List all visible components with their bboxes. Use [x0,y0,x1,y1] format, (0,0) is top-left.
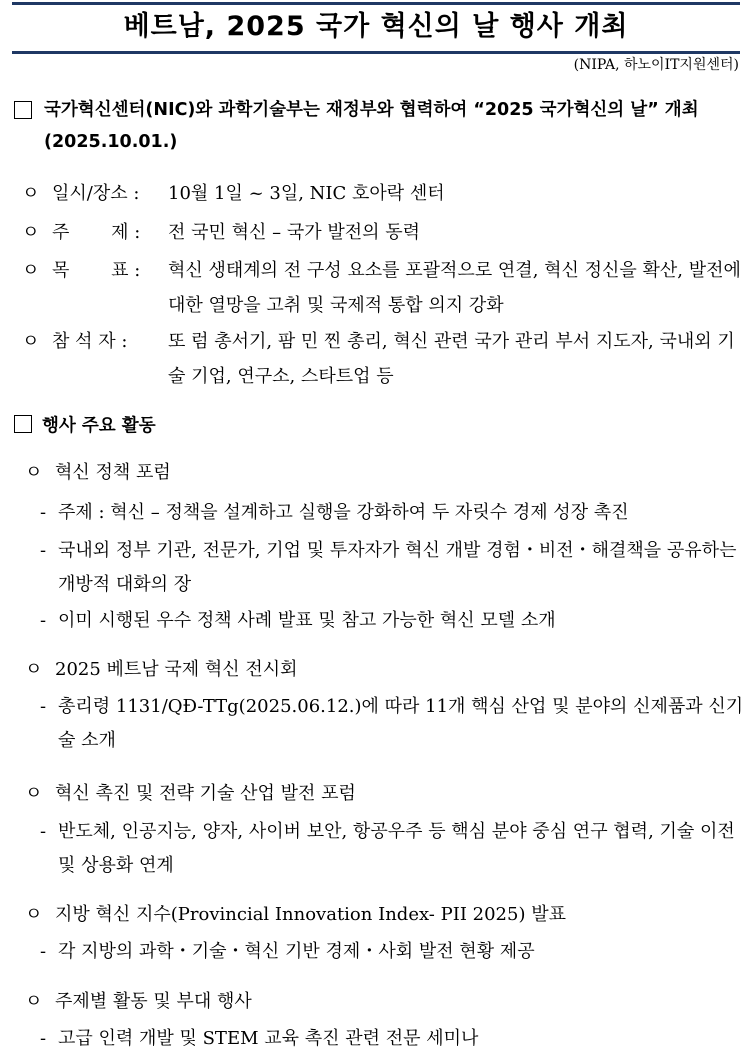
list-item: - 반도체, 인공지능, 양자, 사이버 보안, 항공우주 등 핵심 분야 중심 연구 협력, 기술 이전 및 상용화 연계 [40,815,748,883]
list-item: - 주제 : 혁신 – 정책을 설계하고 실행을 강화하여 두 자릿수 경제 성장 촉진 [40,496,748,530]
circle-bullet-icon: ㅇ [25,462,43,483]
page-title: 베트남, 2025 국가 혁신의 날 행사 개최 [123,11,629,42]
checkbox-square-icon [14,101,32,119]
dash-bullet-icon: - [40,1028,47,1049]
dash-bullet-icon: - [40,540,47,561]
info-label: 목 표 : [52,260,141,281]
list-item: - 각 지방의 과학・기술・혁신 기반 경제・사회 발전 현황 제공 [40,935,748,969]
source-note: (NIPA, 하노이IT지원센터) [573,57,739,73]
section-overview-heading [14,94,739,158]
info-value: 또 럼 총서기, 팜 민 찐 총리, 혁신 관련 국가 관리 부서 지도자, 국내외 기술 기업, 연구소, 스타트업 등 [168,331,735,387]
circle-bullet-icon: ㅇ [25,991,43,1012]
dash-bullet-icon: - [40,941,47,962]
info-label: 참 석 자 : [52,331,128,352]
activity-title: 2025 베트남 국제 혁신 전시회 [55,659,298,680]
info-value: 혁신 생태계의 전 구성 요소를 포괄적으로 연결, 혁신 정신을 확산, 발전에 대한 열망을 고취 및 국제적 통합 의지 강화 [168,260,741,316]
circle-bullet-icon: ㅇ [22,260,40,281]
list-item: - 총리령 1131/QĐ-TTg(2025.06.12.)에 따라 11개 핵심 산업 및 분야의 신제품과 신기술 소개 [40,690,748,758]
activity-forum-policy [25,458,171,488]
dash-bullet-icon: - [40,821,47,842]
activity-pii [25,900,566,930]
info-label: 일시/장소 : [52,183,140,204]
circle-bullet-icon: ㅇ [22,331,40,352]
title-block [12,2,740,54]
section-activities-heading [14,410,739,442]
info-value: 전 국민 혁신 – 국가 발전의 동력 [168,222,420,243]
dash-bullet-icon: - [40,696,47,717]
activity-title: 혁신 촉진 및 전략 기술 산업 발전 포럼 [55,783,356,804]
list-item: - 이미 시행된 우수 정책 사례 발표 및 참고 가능한 혁신 모델 소개 [40,604,748,638]
activity-side-events [25,987,252,1017]
activity-title: 지방 혁신 지수(Provincial Innovation Index- PII 2025) 발표 [55,904,566,925]
dash-bullet-icon: - [40,502,47,523]
activity-title: 주제별 활동 및 부대 행사 [55,991,252,1012]
section-overview-text: 국가혁신센터(NIC)와 과학기술부는 재정부와 협력하여 “2025 국가혁신의 날” 개최(2025.10.01.) [44,100,699,152]
circle-bullet-icon: ㅇ [25,904,43,925]
dash-bullet-icon: - [40,610,47,631]
circle-bullet-icon: ㅇ [22,183,40,204]
info-label: 주 제 : [52,222,141,243]
checkbox-square-icon [14,415,32,433]
activity-forum-tech [25,779,356,809]
info-value: 10월 1일 ~ 3일, NIC 호아락 센터 [168,183,445,204]
circle-bullet-icon: ㅇ [25,783,43,804]
circle-bullet-icon: ㅇ [25,659,43,680]
circle-bullet-icon: ㅇ [22,222,40,243]
activity-title: 혁신 정책 포럼 [55,462,171,483]
section-activities-text: 행사 주요 활동 [42,416,156,436]
activity-exhibition [25,655,298,685]
list-item: - 고급 인력 개발 및 STEM 교육 촉진 관련 전문 세미나 [40,1022,748,1056]
list-item: - 국내외 정부 기관, 전문가, 기업 및 투자자가 혁신 개발 경험・비전・해결책을 공유하는 개방적 대화의 장 [40,534,748,602]
